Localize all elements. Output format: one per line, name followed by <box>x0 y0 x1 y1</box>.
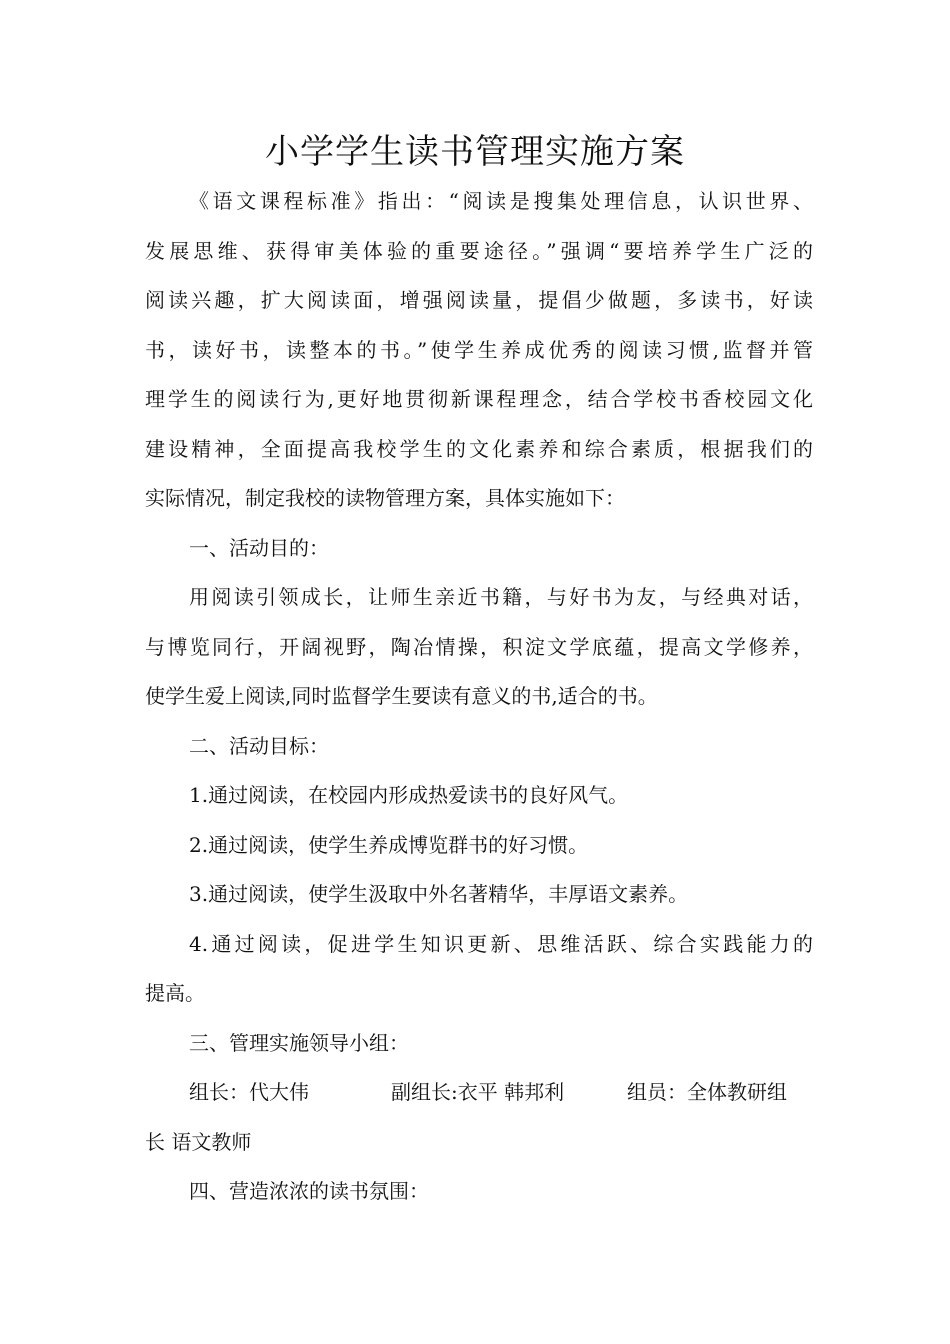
section-text-line: 用阅读引领成长，让师生亲近书籍，与好书为友，与经典对话， <box>189 585 813 609</box>
group-members-continuation: 长 语文教师 <box>145 1129 252 1154</box>
section-text-line: 使学生爱上阅读,同时监督学生要读有意义的书,适合的书。 <box>145 684 658 708</box>
intro-line: 发展思维、获得审美体验的重要途径。”强调“要培养学生广泛的 <box>145 238 813 263</box>
group-members-line <box>145 1068 813 1118</box>
intro-line: 《语文课程标准》指出：“阅读是搜集处理信息，认识世界、 <box>189 189 813 213</box>
goal-item: 3.通过阅读，使学生汲取中外名著精华，丰厚语文素养。 <box>189 882 689 906</box>
intro-line: 阅读兴趣，扩大阅读面，增强阅读量，提倡少做题，多读书，好读 <box>145 288 813 312</box>
section-heading: 二、活动目标： <box>189 733 329 758</box>
intro-line: 书，读好书，读整本的书。”使学生养成优秀的阅读习惯,监督并管 <box>145 337 813 362</box>
goal-item-continuation: 提高。 <box>145 981 205 1005</box>
group-members: 组员：全体教研组 <box>627 1080 787 1104</box>
group-leader: 组长：代大伟 <box>189 1080 309 1104</box>
goal-item: 2.通过阅读，使学生养成博览群书的好习惯。 <box>189 832 589 857</box>
intro-line: 理学生的阅读行为,更好地贯彻新课程理念，结合学校书香校园文化 <box>145 387 813 411</box>
intro-line: 实际情况，制定我校的读物管理方案，具体实施如下： <box>145 486 625 510</box>
document-title: 小学学生读书管理实施方案 <box>265 132 685 172</box>
intro-line: 建设精神，全面提高我校学生的文化素养和综合素质，根据我们的 <box>145 436 813 461</box>
group-deputy: 副组长:衣平 韩邦利 <box>391 1080 565 1104</box>
goal-item: 1.通过阅读，在校园内形成热爱读书的良好风气。 <box>189 783 629 807</box>
section-heading: 四、营造浓浓的读书氛围： <box>189 1179 429 1203</box>
document-body <box>145 177 813 1217</box>
section-text-line: 与博览同行，开阔视野，陶冶情操，积淀文学底蕴，提高文学修养， <box>145 634 813 659</box>
section-heading: 一、活动目的： <box>189 535 329 560</box>
goal-item: 4.通过阅读，促进学生知识更新、思维活跃、综合实践能力的 <box>189 931 813 956</box>
section-heading: 三、管理实施领导小组： <box>189 1030 409 1055</box>
